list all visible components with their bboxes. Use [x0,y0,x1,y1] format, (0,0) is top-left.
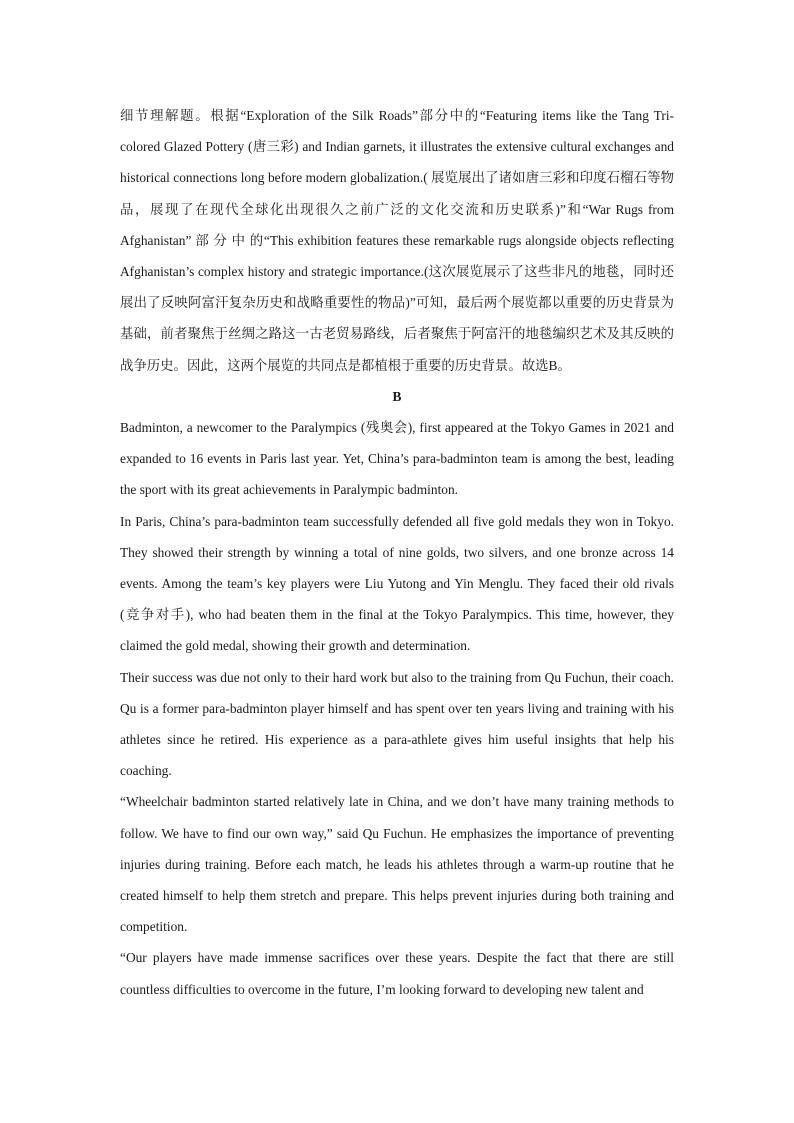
passage-paragraph: In Paris, China’s para-badminton team successfully defended all five gold medals they won in Tokyo. They showed their strength by winning a total of nine golds, two silvers, and one bronze across 14 events. Among the team’s key players were Liu Yutong and Yin Menglu. They faced their old rivals (竞争对手), who had beaten them in the final at the Tokyo Paralympics. This time, however, they claimed the gold medal, showing their growth and determination. [120,513,674,654]
passage-paragraph: “Our players have made immense sacrifices over these years. Despite the fact that there are still countless difficulties to overcome in the future, I’m looking forward to developing new talent and [120,950,674,997]
answer-explanation-paragraph: 细节理解题。根据“Exploration of the Silk Roads”部分中的“Featuring items like the Tang Tri-colored Glazed Pottery (唐三彩) and Indian garnets, it illustrates the extensive cultural exchanges and historical connections long before modern globalization.( 展览展出了诸如唐三彩和印度石榴石等物品，展现了在现代全球化出现很久之前广泛的文化交流和历史联系)”和“War Rugs from Afghanistan” 部 分 中 的“This exhibition features these remarkable rugs alongside objects reflecting Afghanistan’s complex history and strategic importance.(这次展览展示了这些非凡的地毯，同时还展出了反映阿富汗复杂历史和战略重要性的物品)”可知，最后两个展览都以重要的历史背景为基础，前者聚焦于丝绸之路这一古老贸易路线，后者聚焦于阿富汗的地毯编织艺术及其反映的战争历史。因此，这两个展览的共同点是都植根于重要的历史背景。故选B。 [120,108,674,373]
passage-paragraph: Their success was due not only to their hard work but also to the training from Qu Fuchun, their coach. Qu is a former para-badminton player himself and has spent over ten years living and training with his athletes since he retired. His experience as a para-athlete gives him useful insights that help his coaching. [120,669,674,779]
section-b-heading: B [392,388,402,404]
document-page [120,100,674,1005]
passage-paragraph: “Wheelchair badminton started relatively late in China, and we don’t have many training methods to follow. We have to find our own way,” said Qu Fuchun. He emphasizes the importance of preventing injuries during training. Before each match, he leads his athletes through a warm-up routine that he created himself to help them stretch and prepare. This helps prevent injuries during both training and competition. [120,794,674,935]
passage-paragraph: Badminton, a newcomer to the Paralympics (残奥会), first appeared at the Tokyo Games in 2021 and expanded to 16 events in Paris last year. Yet, China’s para-badminton team is among the best, leading the sport with its great achievements in Paralympic badminton. [120,420,674,498]
